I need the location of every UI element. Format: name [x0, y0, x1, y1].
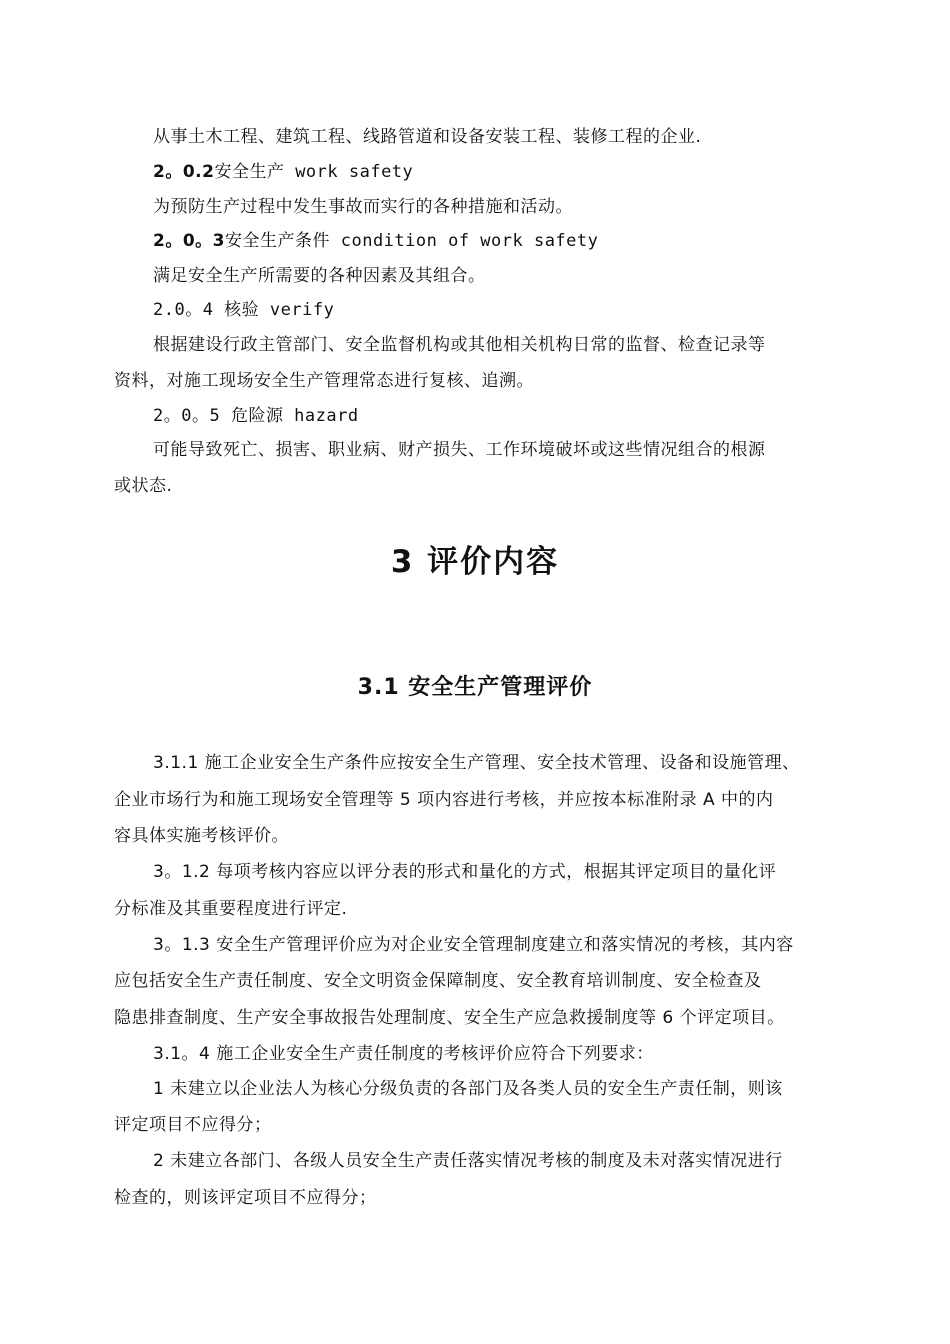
term-2-0-4: 2.0。4 核验 verify	[153, 300, 335, 320]
paragraph-3-1-1-line-3: 容具体实施考核评价。	[114, 826, 289, 846]
term-2-0-3	[153, 230, 598, 252]
paragraph-3-1-3-line-3: 隐患排查制度、生产安全事故报告处理制度、安全生产应急救援制度等 6 个评定项目。	[114, 1008, 785, 1028]
chapter-3-title: 3 评价内容	[390, 544, 560, 580]
paragraph-3-1-1-line-2: 企业市场行为和施工现场安全管理等 5 项内容进行考核，并应按本标准附录 A 中的内	[114, 790, 774, 810]
list-item-1-line-1: 1 未建立以企业法人为核心分级负责的各部门及各类人员的安全生产责任制，则该	[153, 1079, 783, 1099]
term-2-0-3-label: 安全生产条件 condition of work safety	[225, 231, 599, 251]
term-2-0-2-number: 2。0.2	[153, 162, 215, 182]
paragraph-3-1-1-line-1: 3.1.1 施工企业安全生产条件应按安全生产管理、安全技术管理、设备和设施管理、	[153, 753, 800, 773]
term-2-0-5: 2。0。5 危险源 hazard	[153, 406, 359, 426]
paragraph-3-1-3-line-2: 应包括安全生产责任制度、安全文明资金保障制度、安全教育培训制度、安全检查及	[114, 971, 762, 991]
paragraph-3-1-4: 3.1。4 施工企业安全生产责任制度的考核评价应符合下列要求：	[153, 1044, 654, 1064]
definition-2-0-5-line-2: 或状态.	[114, 476, 173, 496]
paragraph-3-1-2-line-1: 3。1.2 每项考核内容应以评分表的形式和量化的方式，根据其评定项目的量化评	[153, 862, 777, 882]
definition-2-0-3: 满足安全生产所需要的各种因素及其组合。	[153, 266, 486, 286]
term-2-0-2-label: 安全生产 work safety	[214, 162, 414, 182]
list-item-1-line-2: 评定项目不应得分；	[114, 1115, 272, 1135]
paragraph-3-1-3-line-1: 3。1.3 安全生产管理评价应为对企业安全管理制度建立和落实情况的考核，其内容	[153, 935, 794, 955]
definition-2-0-5-line-1: 可能导致死亡、损害、职业病、财产损失、工作环境破坏或这些情况组合的根源	[153, 440, 766, 460]
list-item-2-line-1: 2 未建立各部门、各级人员安全生产责任落实情况考核的制度及未对落实情况进行	[153, 1151, 783, 1171]
term-2-0-2	[153, 161, 413, 183]
section-3-1-title: 3.1 安全生产管理评价	[357, 675, 593, 700]
intro-line: 从事土木工程、建筑工程、线路管道和设备安装工程、装修工程的企业.	[153, 127, 702, 147]
definition-2-0-4-line-1: 根据建设行政主管部门、安全监督机构或其他相关机构日常的监督、检查记录等	[153, 335, 766, 355]
term-2-0-3-number: 2。0。3	[153, 231, 225, 251]
definition-2-0-4-line-2: 资料，对施工现场安全生产管理常态进行复核、追溯。	[114, 371, 534, 391]
list-item-2-line-2: 检查的，则该评定项目不应得分；	[114, 1188, 377, 1208]
definition-2-0-2: 为预防生产过程中发生事故而实行的各种措施和活动。	[153, 197, 573, 217]
paragraph-3-1-2-line-2: 分标准及其重要程度进行评定.	[114, 899, 348, 919]
